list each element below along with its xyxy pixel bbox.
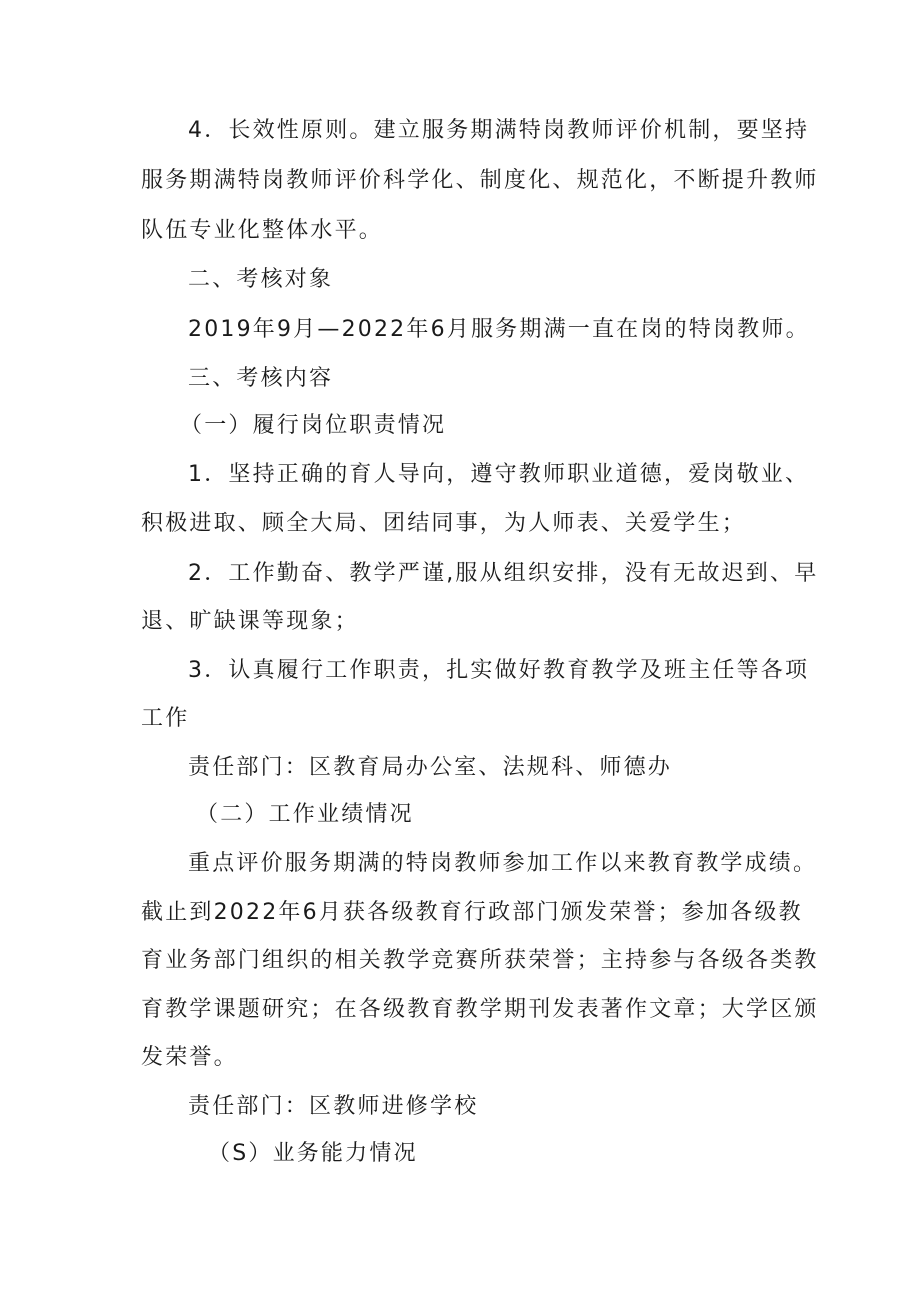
responsible-department: 责任部门：区教师进修学校 [188, 1094, 479, 1119]
paragraph-line: 队伍专业化整体水平。 [141, 218, 384, 243]
paragraph-line: 退、旷缺课等现象； [141, 609, 359, 634]
paragraph-line: 工作 [141, 706, 190, 731]
section-heading: 三、考核内容 [188, 366, 334, 391]
paragraph-line: 4．长效性原则。建立服务期满特岗教师评价机制，要坚持 [188, 118, 810, 143]
paragraph-line: 3．认真履行工作职责，扎实做好教育教学及班主任等各项 [188, 658, 810, 683]
subsection-heading: （S）业务能力情况 [208, 1141, 418, 1166]
paragraph-line: 重点评价服务期满的特岗教师参加工作以来教育教学成绩。 [188, 851, 818, 876]
paragraph-line: 育业务部门组织的相关教学竞赛所获荣誉；主持参与各级各类教 [141, 948, 819, 973]
paragraph-line: 积极进取、顾全大局、团结同事，为人师表、关爱学生； [141, 511, 747, 536]
section-heading: 二、考核对象 [188, 267, 334, 292]
paragraph-line: 2．工作勤奋、教学严谨,服从组织安排，没有无故迟到、早 [188, 561, 819, 586]
paragraph-line: 服务期满特岗教师评价科学化、制度化、规范化，不断提升教师 [141, 168, 819, 193]
paragraph-line: 育教学课题研究；在各级教育教学期刊发表著作文章；大学区颁 [141, 997, 819, 1022]
subsection-heading: （一）履行岗位职责情况 [180, 413, 447, 438]
subsection-heading: （二）工作业绩情况 [196, 802, 414, 827]
responsible-department: 责任部门：区教育局办公室、法规科、师德办 [188, 755, 673, 780]
paragraph-line: 1．坚持正确的育人导向，遵守教师职业道德，爱岗敬业、 [188, 462, 810, 487]
paragraph-line: 发荣誉。 [141, 1045, 238, 1070]
paragraph-line: 截止到2022年6月获各级教育行政部门颁发荣誉；参加各级教 [141, 900, 803, 925]
paragraph-line: 2019年9月—2022年6月服务期满一直在岗的特岗教师。 [188, 317, 810, 342]
